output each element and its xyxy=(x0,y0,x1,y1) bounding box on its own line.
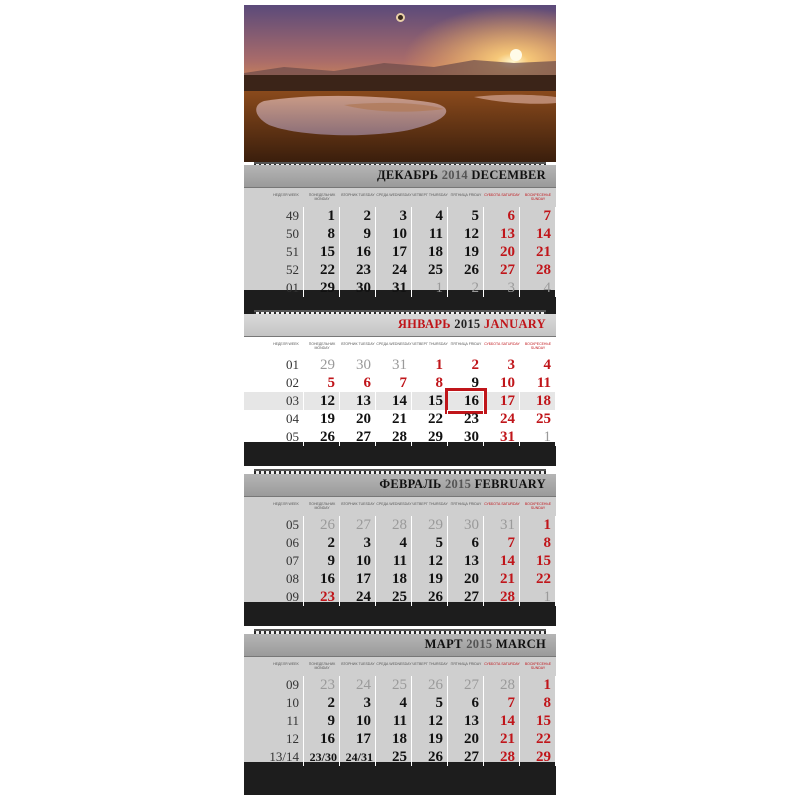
day-cell: 1 xyxy=(520,516,556,534)
day-cell: 21 xyxy=(484,570,520,588)
day-cell: 11 xyxy=(412,225,448,243)
day-cell: 11 xyxy=(376,552,412,570)
day-cell: 10 xyxy=(484,374,520,392)
day-cell: 30 xyxy=(340,356,376,374)
day-cell: 4 xyxy=(520,279,556,297)
week-number: 03 xyxy=(268,392,304,410)
week-row xyxy=(268,588,554,606)
week-row xyxy=(268,410,554,428)
day-cell: 18 xyxy=(376,570,412,588)
day-cell: 10 xyxy=(340,712,376,730)
weekday-label: ЧЕТВЕРГ THURSDAY xyxy=(412,193,448,197)
day-cell: 1 xyxy=(520,676,556,694)
week-row xyxy=(268,552,554,570)
weekday-label: ВОСКРЕСЕНЬЕ SUNDAY xyxy=(524,502,552,510)
weekday-label: ВОСКРЕСЕНЬЕ SUNDAY xyxy=(524,662,552,670)
week-number: 01 xyxy=(268,279,304,297)
weekday-label: СРЕДА WEDNESDAY xyxy=(376,193,412,197)
day-cell: 27 xyxy=(484,261,520,279)
week-row xyxy=(268,516,554,534)
week-row xyxy=(268,676,554,694)
weekday-label: ПОНЕДЕЛЬНИК MONDAY xyxy=(308,193,336,201)
month-name-ru: ФЕВРАЛЬ xyxy=(379,477,442,491)
dark-band xyxy=(244,762,556,795)
day-cell: 2 xyxy=(448,279,484,297)
week-number: 13/14 xyxy=(268,748,304,766)
month-year: 2015 xyxy=(444,477,472,491)
wall-calendar xyxy=(244,5,556,795)
day-cell: 22 xyxy=(520,570,556,588)
day-cell: 28 xyxy=(376,516,412,534)
month-name-en: MARCH xyxy=(495,637,546,651)
day-cell: 19 xyxy=(448,243,484,261)
weekday-label: ВТОРНИК TUESDAY xyxy=(341,342,375,346)
month-name-en: DECEMBER xyxy=(471,168,546,182)
weekday-label: СУББОТА SATURDAY xyxy=(484,193,520,197)
day-cell: 31 xyxy=(376,356,412,374)
day-cell: 9 xyxy=(304,552,340,570)
weekday-label: ВТОРНИК TUESDAY xyxy=(341,193,375,197)
day-cell: 21 xyxy=(520,243,556,261)
weekday-label: ВТОРНИК TUESDAY xyxy=(341,662,375,666)
week-number: 08 xyxy=(268,570,304,588)
day-cell: 3 xyxy=(484,279,520,297)
week-row xyxy=(268,279,554,297)
day-cell: 1 xyxy=(520,428,556,446)
day-cell: 5 xyxy=(448,207,484,225)
day-cell: 20 xyxy=(448,570,484,588)
day-cell: 29 xyxy=(412,516,448,534)
sunset-photo xyxy=(244,5,556,162)
day-cell: 24/31 xyxy=(340,748,376,766)
day-cell: 18 xyxy=(412,243,448,261)
weekday-label: ЧЕТВЕРГ THURSDAY xyxy=(412,662,448,666)
month-header xyxy=(244,314,556,337)
weekday-label: ПОНЕДЕЛЬНИК MONDAY xyxy=(308,662,336,670)
day-cell: 13 xyxy=(448,552,484,570)
day-cell: 26 xyxy=(412,748,448,766)
day-cell: 19 xyxy=(304,410,340,428)
day-cell: 26 xyxy=(412,676,448,694)
day-cell: 3 xyxy=(340,694,376,712)
week-number: 51 xyxy=(268,243,304,261)
day-cell: 22 xyxy=(304,261,340,279)
weekday-label: ПЯТНИЦА FRIDAY xyxy=(450,342,482,346)
day-cell: 2 xyxy=(304,534,340,552)
day-cell: 4 xyxy=(376,694,412,712)
month-year: 2015 xyxy=(466,637,493,651)
week-number: 07 xyxy=(268,552,304,570)
day-cell: 1 xyxy=(412,279,448,297)
month-name-ru: ЯНВАРЬ xyxy=(397,317,451,331)
day-cell: 8 xyxy=(520,694,556,712)
day-cell: 7 xyxy=(520,207,556,225)
day-cell: 27 xyxy=(448,676,484,694)
day-cell: 26 xyxy=(304,516,340,534)
day-cell: 24 xyxy=(340,676,376,694)
month-block xyxy=(244,634,556,765)
day-cell: 27 xyxy=(340,516,376,534)
day-cell: 1 xyxy=(304,207,340,225)
day-cell: 5 xyxy=(412,694,448,712)
day-cell: 23 xyxy=(448,410,484,428)
day-cell: 5 xyxy=(304,374,340,392)
day-cell: 11 xyxy=(376,712,412,730)
day-cell: 28 xyxy=(376,428,412,446)
day-cell: 21 xyxy=(484,730,520,748)
day-cell: 17 xyxy=(484,392,520,410)
day-cell: 2 xyxy=(340,207,376,225)
weekday-label: СУББОТА SATURDAY xyxy=(484,662,520,666)
week-number: 50 xyxy=(268,225,304,243)
day-cell: 1 xyxy=(520,588,556,606)
day-cell: 20 xyxy=(448,730,484,748)
month-block xyxy=(244,165,556,296)
weekday-label: СРЕДА WEDNESDAY xyxy=(376,342,412,346)
day-cell: 25 xyxy=(412,261,448,279)
day-cell: 29 xyxy=(304,279,340,297)
week-row xyxy=(268,374,554,392)
week-row xyxy=(268,225,554,243)
month-year: 2014 xyxy=(441,168,468,182)
day-cell: 17 xyxy=(340,570,376,588)
day-cell: 19 xyxy=(412,730,448,748)
day-cell: 16 xyxy=(340,243,376,261)
weekday-label: ПЯТНИЦА FRIDAY xyxy=(450,662,482,666)
week-number: 01 xyxy=(268,356,304,374)
day-cell: 20 xyxy=(484,243,520,261)
month-block xyxy=(244,314,556,445)
day-cell: 4 xyxy=(376,534,412,552)
day-cell: 14 xyxy=(484,712,520,730)
week-number: 04 xyxy=(268,410,304,428)
day-cell: 3 xyxy=(376,207,412,225)
day-cell: 16 xyxy=(304,730,340,748)
day-cell: 23 xyxy=(304,588,340,606)
weekday-label: ПОНЕДЕЛЬНИК MONDAY xyxy=(308,342,336,350)
week-row xyxy=(268,207,554,225)
day-cell: 6 xyxy=(448,694,484,712)
day-cell: 18 xyxy=(520,392,556,410)
day-cell: 23 xyxy=(304,676,340,694)
week-row xyxy=(268,243,554,261)
day-cell: 8 xyxy=(304,225,340,243)
month-title xyxy=(379,477,546,492)
day-cell: 8 xyxy=(412,374,448,392)
day-cell: 13 xyxy=(484,225,520,243)
month-year: 2015 xyxy=(454,317,481,331)
day-cell: 23 xyxy=(340,261,376,279)
month-name-ru: ДЕКАБРЬ xyxy=(376,168,439,182)
week-row xyxy=(268,748,554,766)
day-cell: 27 xyxy=(340,428,376,446)
week-number: 52 xyxy=(268,261,304,279)
day-cell: 8 xyxy=(520,534,556,552)
day-cell: 17 xyxy=(340,730,376,748)
weekday-label: НЕДЕЛЯ WEEK xyxy=(273,342,299,346)
week-number: 05 xyxy=(268,516,304,534)
month-title xyxy=(425,637,546,652)
weekday-label: СРЕДА WEDNESDAY xyxy=(376,502,412,506)
day-cell: 16 xyxy=(304,570,340,588)
day-cell: 9 xyxy=(448,374,484,392)
weekday-label: ПОНЕДЕЛЬНИК MONDAY xyxy=(308,502,336,510)
weekday-label: СРЕДА WEDNESDAY xyxy=(376,662,412,666)
month-name-ru: МАРТ xyxy=(424,637,463,651)
day-cell: 9 xyxy=(304,712,340,730)
day-cell: 21 xyxy=(376,410,412,428)
day-cell: 24 xyxy=(340,588,376,606)
month-block xyxy=(244,474,556,605)
week-number: 05 xyxy=(268,428,304,446)
day-cell: 25 xyxy=(520,410,556,428)
week-row xyxy=(268,356,554,374)
day-cell: 28 xyxy=(484,588,520,606)
day-cell: 14 xyxy=(376,392,412,410)
day-cell: 24 xyxy=(484,410,520,428)
day-cell: 14 xyxy=(520,225,556,243)
day-cell: 14 xyxy=(484,552,520,570)
day-cell: 25 xyxy=(376,748,412,766)
day-cell: 23/30 xyxy=(304,748,340,766)
weekday-label: НЕДЕЛЯ WEEK xyxy=(273,193,299,197)
day-cell: 26 xyxy=(448,261,484,279)
day-cell: 4 xyxy=(520,356,556,374)
day-cell: 13 xyxy=(448,712,484,730)
weekday-label: ПЯТНИЦА FRIDAY xyxy=(450,502,482,506)
day-cell: 15 xyxy=(412,392,448,410)
day-cell: 10 xyxy=(340,552,376,570)
week-number: 12 xyxy=(268,730,304,748)
weekday-label: ВТОРНИК TUESDAY xyxy=(341,502,375,506)
month-header xyxy=(244,634,556,657)
day-cell: 10 xyxy=(376,225,412,243)
day-cell: 28 xyxy=(520,261,556,279)
weekday-label: ВОСКРЕСЕНЬЕ SUNDAY xyxy=(524,342,552,350)
day-cell: 31 xyxy=(376,279,412,297)
week-row xyxy=(268,570,554,588)
month-header xyxy=(244,474,556,497)
month-header xyxy=(244,165,556,188)
day-cell: 15 xyxy=(304,243,340,261)
hanging-hole xyxy=(396,13,405,22)
day-cell: 30 xyxy=(448,428,484,446)
week-row xyxy=(268,694,554,712)
day-cell: 7 xyxy=(376,374,412,392)
day-cell: 28 xyxy=(484,676,520,694)
day-cell: 7 xyxy=(484,694,520,712)
day-cell: 25 xyxy=(376,588,412,606)
day-cell: 15 xyxy=(520,712,556,730)
week-number: 49 xyxy=(268,207,304,225)
day-cell: 3 xyxy=(484,356,520,374)
day-cell: 31 xyxy=(484,516,520,534)
day-cell: 6 xyxy=(484,207,520,225)
week-row xyxy=(268,534,554,552)
day-cell: 15 xyxy=(520,552,556,570)
day-cell: 6 xyxy=(448,534,484,552)
weekday-label: ВОСКРЕСЕНЬЕ SUNDAY xyxy=(524,193,552,201)
week-number: 06 xyxy=(268,534,304,552)
day-cell: 12 xyxy=(412,712,448,730)
month-name-en: JANUARY xyxy=(483,317,546,331)
week-row xyxy=(268,428,554,446)
day-cell: 16 xyxy=(448,392,484,410)
day-cell: 2 xyxy=(304,694,340,712)
day-cell: 30 xyxy=(340,279,376,297)
day-cell: 29 xyxy=(304,356,340,374)
day-cell: 9 xyxy=(340,225,376,243)
day-cell: 3 xyxy=(340,534,376,552)
day-cell: 24 xyxy=(376,261,412,279)
week-row xyxy=(268,712,554,730)
day-cell: 26 xyxy=(412,588,448,606)
day-cell: 20 xyxy=(340,410,376,428)
weekday-label: НЕДЕЛЯ WEEK xyxy=(273,662,299,666)
day-cell: 17 xyxy=(376,243,412,261)
weekday-label: ЧЕТВЕРГ THURSDAY xyxy=(412,502,448,506)
day-cell: 12 xyxy=(412,552,448,570)
week-number: 09 xyxy=(268,588,304,606)
day-cell: 26 xyxy=(304,428,340,446)
day-cell: 12 xyxy=(304,392,340,410)
weekday-label: НЕДЕЛЯ WEEK xyxy=(273,502,299,506)
day-cell: 4 xyxy=(412,207,448,225)
week-number: 02 xyxy=(268,374,304,392)
day-cell: 29 xyxy=(412,428,448,446)
day-cell: 2 xyxy=(448,356,484,374)
weekday-label: ЧЕТВЕРГ THURSDAY xyxy=(412,342,448,346)
weekday-label: СУББОТА SATURDAY xyxy=(484,342,520,346)
week-number: 10 xyxy=(268,694,304,712)
day-cell: 7 xyxy=(484,534,520,552)
day-cell: 11 xyxy=(520,374,556,392)
day-cell: 22 xyxy=(412,410,448,428)
day-cell: 18 xyxy=(376,730,412,748)
week-number: 11 xyxy=(268,712,304,730)
day-cell: 22 xyxy=(520,730,556,748)
month-title xyxy=(398,317,546,332)
day-cell: 28 xyxy=(484,748,520,766)
day-cell: 27 xyxy=(448,588,484,606)
month-title xyxy=(377,168,546,183)
day-cell: 19 xyxy=(412,570,448,588)
day-cell: 27 xyxy=(448,748,484,766)
weekday-label: ПЯТНИЦА FRIDAY xyxy=(450,193,482,197)
week-number: 09 xyxy=(268,676,304,694)
weekday-label: СУББОТА SATURDAY xyxy=(484,502,520,506)
day-cell: 29 xyxy=(520,748,556,766)
week-row xyxy=(268,730,554,748)
day-cell: 25 xyxy=(376,676,412,694)
day-cell: 13 xyxy=(340,392,376,410)
month-name-en: FEBRUARY xyxy=(474,477,546,491)
week-row xyxy=(268,392,554,410)
day-cell: 1 xyxy=(412,356,448,374)
day-cell: 6 xyxy=(340,374,376,392)
day-cell: 12 xyxy=(448,225,484,243)
week-row xyxy=(268,261,554,279)
day-cell: 5 xyxy=(412,534,448,552)
day-cell: 31 xyxy=(484,428,520,446)
day-cell: 30 xyxy=(448,516,484,534)
